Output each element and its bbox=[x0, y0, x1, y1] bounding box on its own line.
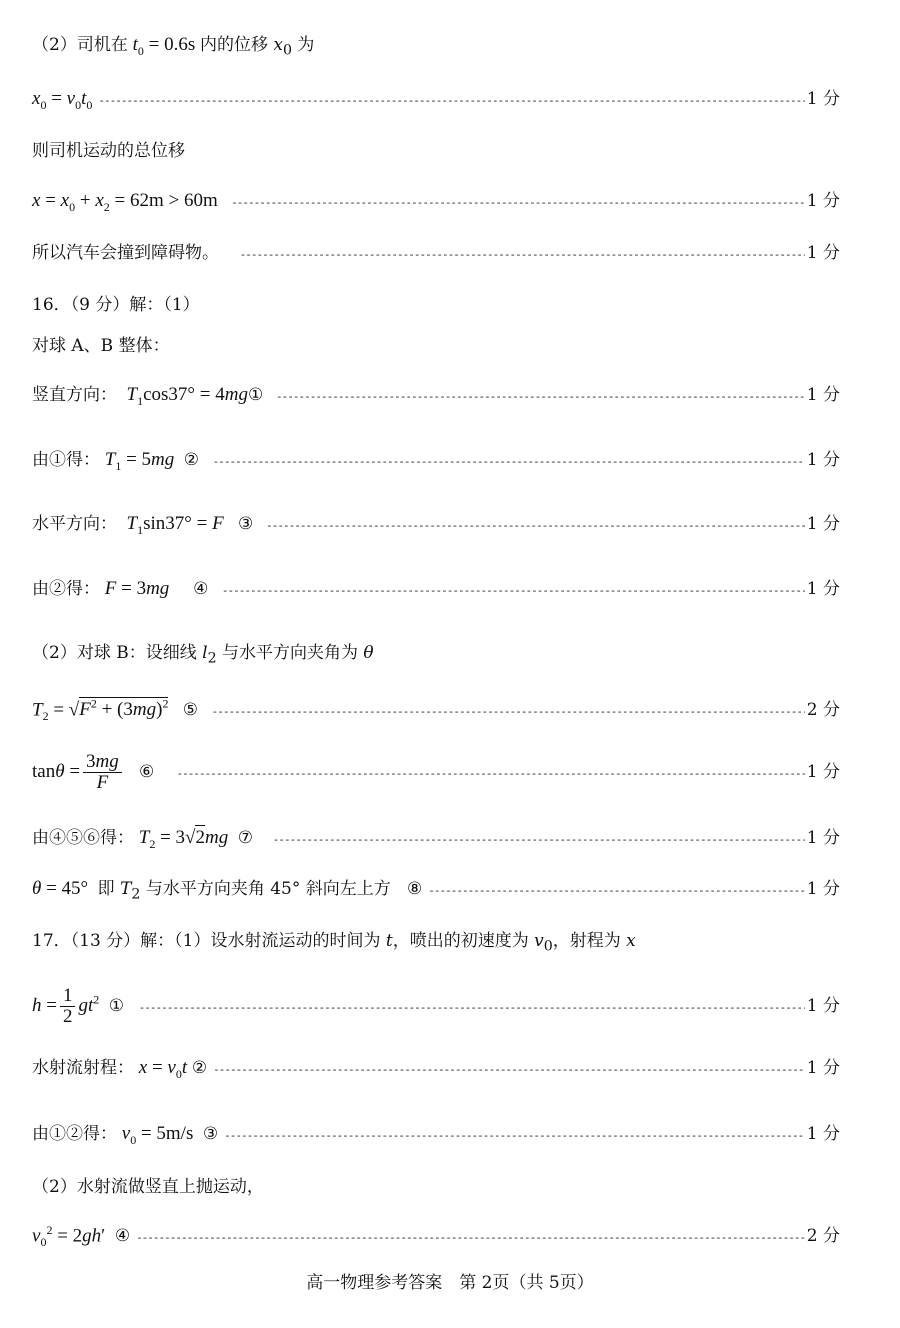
dotted-leader bbox=[213, 1063, 805, 1076]
dotted-leader bbox=[240, 248, 805, 261]
answer-line-18 bbox=[32, 1053, 840, 1082]
line-text: 17．（13 分）解：（1）设水射流运动的时间为 t，喷出的初速度为 $v_0$，射程为 x bbox=[32, 931, 636, 955]
line-text: （2）司机在 bbox=[32, 35, 128, 55]
score-label: 1 分 bbox=[806, 450, 840, 470]
equation-mark: ⑦ bbox=[237, 828, 253, 848]
line-formula: $T_2 = 3√2mg$ bbox=[138, 827, 229, 851]
page-footer: 高一物理参考答案 第 2页（共 5页） bbox=[306, 1273, 594, 1293]
dotted-leader bbox=[276, 390, 805, 403]
answer-line-17 bbox=[32, 986, 840, 1027]
line-text: （2）对球 B：设细线 $l_2$ 与水平方向夹角为 θ bbox=[32, 643, 374, 667]
answer-line-14 bbox=[32, 823, 840, 852]
equation-mark: ⑤ bbox=[182, 700, 198, 720]
equation-mark: ① bbox=[247, 385, 264, 405]
dotted-leader bbox=[222, 584, 805, 597]
line-text: 竖直方向： bbox=[32, 385, 117, 405]
line-text: 16．（9 分）解：（1） bbox=[32, 295, 200, 315]
dotted-leader bbox=[273, 833, 805, 846]
line-formula: $x = v_0t$ bbox=[138, 1057, 188, 1081]
line-text: 水射流射程： bbox=[32, 1058, 134, 1078]
score-label: 1 分 bbox=[806, 579, 840, 599]
line-formula: $x_0 = v_0t_0$ bbox=[32, 88, 93, 112]
line-text: 由①得： bbox=[32, 450, 100, 470]
answer-line-7 bbox=[32, 380, 840, 409]
question-16-heading bbox=[32, 290, 840, 315]
score-label: 2 分 bbox=[806, 700, 840, 720]
answer-line-10 bbox=[32, 574, 840, 600]
score-label: 1 分 bbox=[806, 191, 840, 211]
equation-mark: ⑥ bbox=[139, 761, 155, 782]
score-label: 1 分 bbox=[806, 1124, 840, 1144]
answer-line-15 bbox=[32, 874, 840, 902]
answer-line-13 bbox=[32, 752, 840, 793]
dotted-leader bbox=[139, 1001, 805, 1014]
line-formula: $v_0 = 5m/s$ bbox=[121, 1123, 203, 1147]
line-formula: $x = x_0 + x_2 = 62m > 60m$ bbox=[32, 190, 218, 214]
answer-line-12 bbox=[32, 695, 840, 724]
line-formula: tanθ = $\frac{3mg}{F}$ bbox=[32, 752, 139, 793]
line-text: 所以汽车会撞到障碍物。 bbox=[32, 243, 219, 263]
dotted-leader bbox=[136, 1231, 805, 1244]
equation-mark: ② bbox=[183, 450, 200, 470]
line-formula: $T_1 = 5mg$ bbox=[104, 449, 175, 473]
answer-line-2 bbox=[32, 136, 840, 161]
answer-line-20 bbox=[32, 1172, 840, 1197]
answer-line-19 bbox=[32, 1119, 840, 1148]
score-label: 1 分 bbox=[806, 828, 841, 848]
score-label: 1 分 bbox=[806, 243, 840, 263]
line-formula: $t_0 = 0.6s$ bbox=[132, 34, 200, 58]
score-label: 1 分 bbox=[806, 514, 840, 534]
line-formula: F = 3mg bbox=[104, 578, 170, 599]
answer-line-8 bbox=[32, 445, 840, 474]
answer-line-9 bbox=[32, 509, 840, 538]
answer-line-21 bbox=[32, 1221, 840, 1250]
dotted-leader bbox=[213, 455, 805, 468]
equation-mark: ④ bbox=[193, 579, 209, 599]
line-text: 对球 A、B 整体： bbox=[32, 336, 170, 356]
dotted-leader bbox=[231, 196, 805, 209]
dotted-leader bbox=[212, 705, 805, 718]
answer-line-11 bbox=[32, 638, 840, 666]
line-formula: $T_2 = √F^2 + (3mg)^2$ bbox=[32, 696, 169, 723]
line-text: 水平方向： bbox=[32, 514, 117, 534]
answer-line-4 bbox=[32, 238, 840, 263]
line-text: 由④⑤⑥得： bbox=[32, 828, 134, 848]
dotted-leader bbox=[266, 519, 805, 532]
equation-mark: ⑧ bbox=[407, 879, 423, 899]
answer-line-6 bbox=[32, 331, 840, 356]
score-label: 1 分 bbox=[806, 89, 840, 109]
score-label: 2 分 bbox=[806, 1226, 840, 1246]
equation-mark: ② bbox=[191, 1058, 208, 1078]
score-label: 1 分 bbox=[806, 1058, 840, 1078]
line-text: （2）水射流做竖直上抛运动， bbox=[32, 1177, 264, 1197]
answer-line-1 bbox=[32, 84, 840, 113]
score-label: 1 分 bbox=[806, 761, 840, 782]
score-label: 1 分 bbox=[806, 879, 840, 899]
equation-mark: ① bbox=[108, 995, 124, 1016]
equation-mark: ③ bbox=[237, 514, 254, 534]
score-label: 1 分 bbox=[806, 995, 840, 1016]
dotted-leader bbox=[98, 94, 804, 107]
line-text-tail: 内的位移 $x_0$ 为 bbox=[199, 35, 315, 59]
line-text: 即 $T_2$ 与水平方向夹角 45° 斜向左上方 bbox=[97, 879, 407, 903]
line-formula: $T_1\sin 37^\circ = F$ bbox=[126, 513, 224, 537]
line-text: 由①②得： bbox=[32, 1124, 117, 1144]
dotted-leader bbox=[176, 767, 804, 780]
question-17-heading bbox=[32, 926, 840, 954]
dotted-leader bbox=[224, 1129, 805, 1142]
line-text: 则司机运动的总位移 bbox=[32, 141, 185, 161]
dotted-leader bbox=[428, 884, 805, 897]
line-formula: $T_1\cos 37^\circ = 4mg$ bbox=[126, 384, 248, 408]
score-label: 1 分 bbox=[806, 385, 840, 405]
equation-mark: ③ bbox=[202, 1124, 219, 1144]
answer-line-0 bbox=[32, 30, 840, 59]
equation-mark: ④ bbox=[114, 1226, 131, 1246]
line-text: 由②得： bbox=[32, 579, 100, 599]
answer-line-3 bbox=[32, 186, 840, 215]
line-formula: $v_0^2 = 2gh'$ bbox=[32, 1222, 115, 1249]
line-formula: θ = 45° bbox=[32, 878, 98, 899]
line-formula: h = $\frac{1}{2}$ $gt^2$ bbox=[32, 985, 100, 1027]
